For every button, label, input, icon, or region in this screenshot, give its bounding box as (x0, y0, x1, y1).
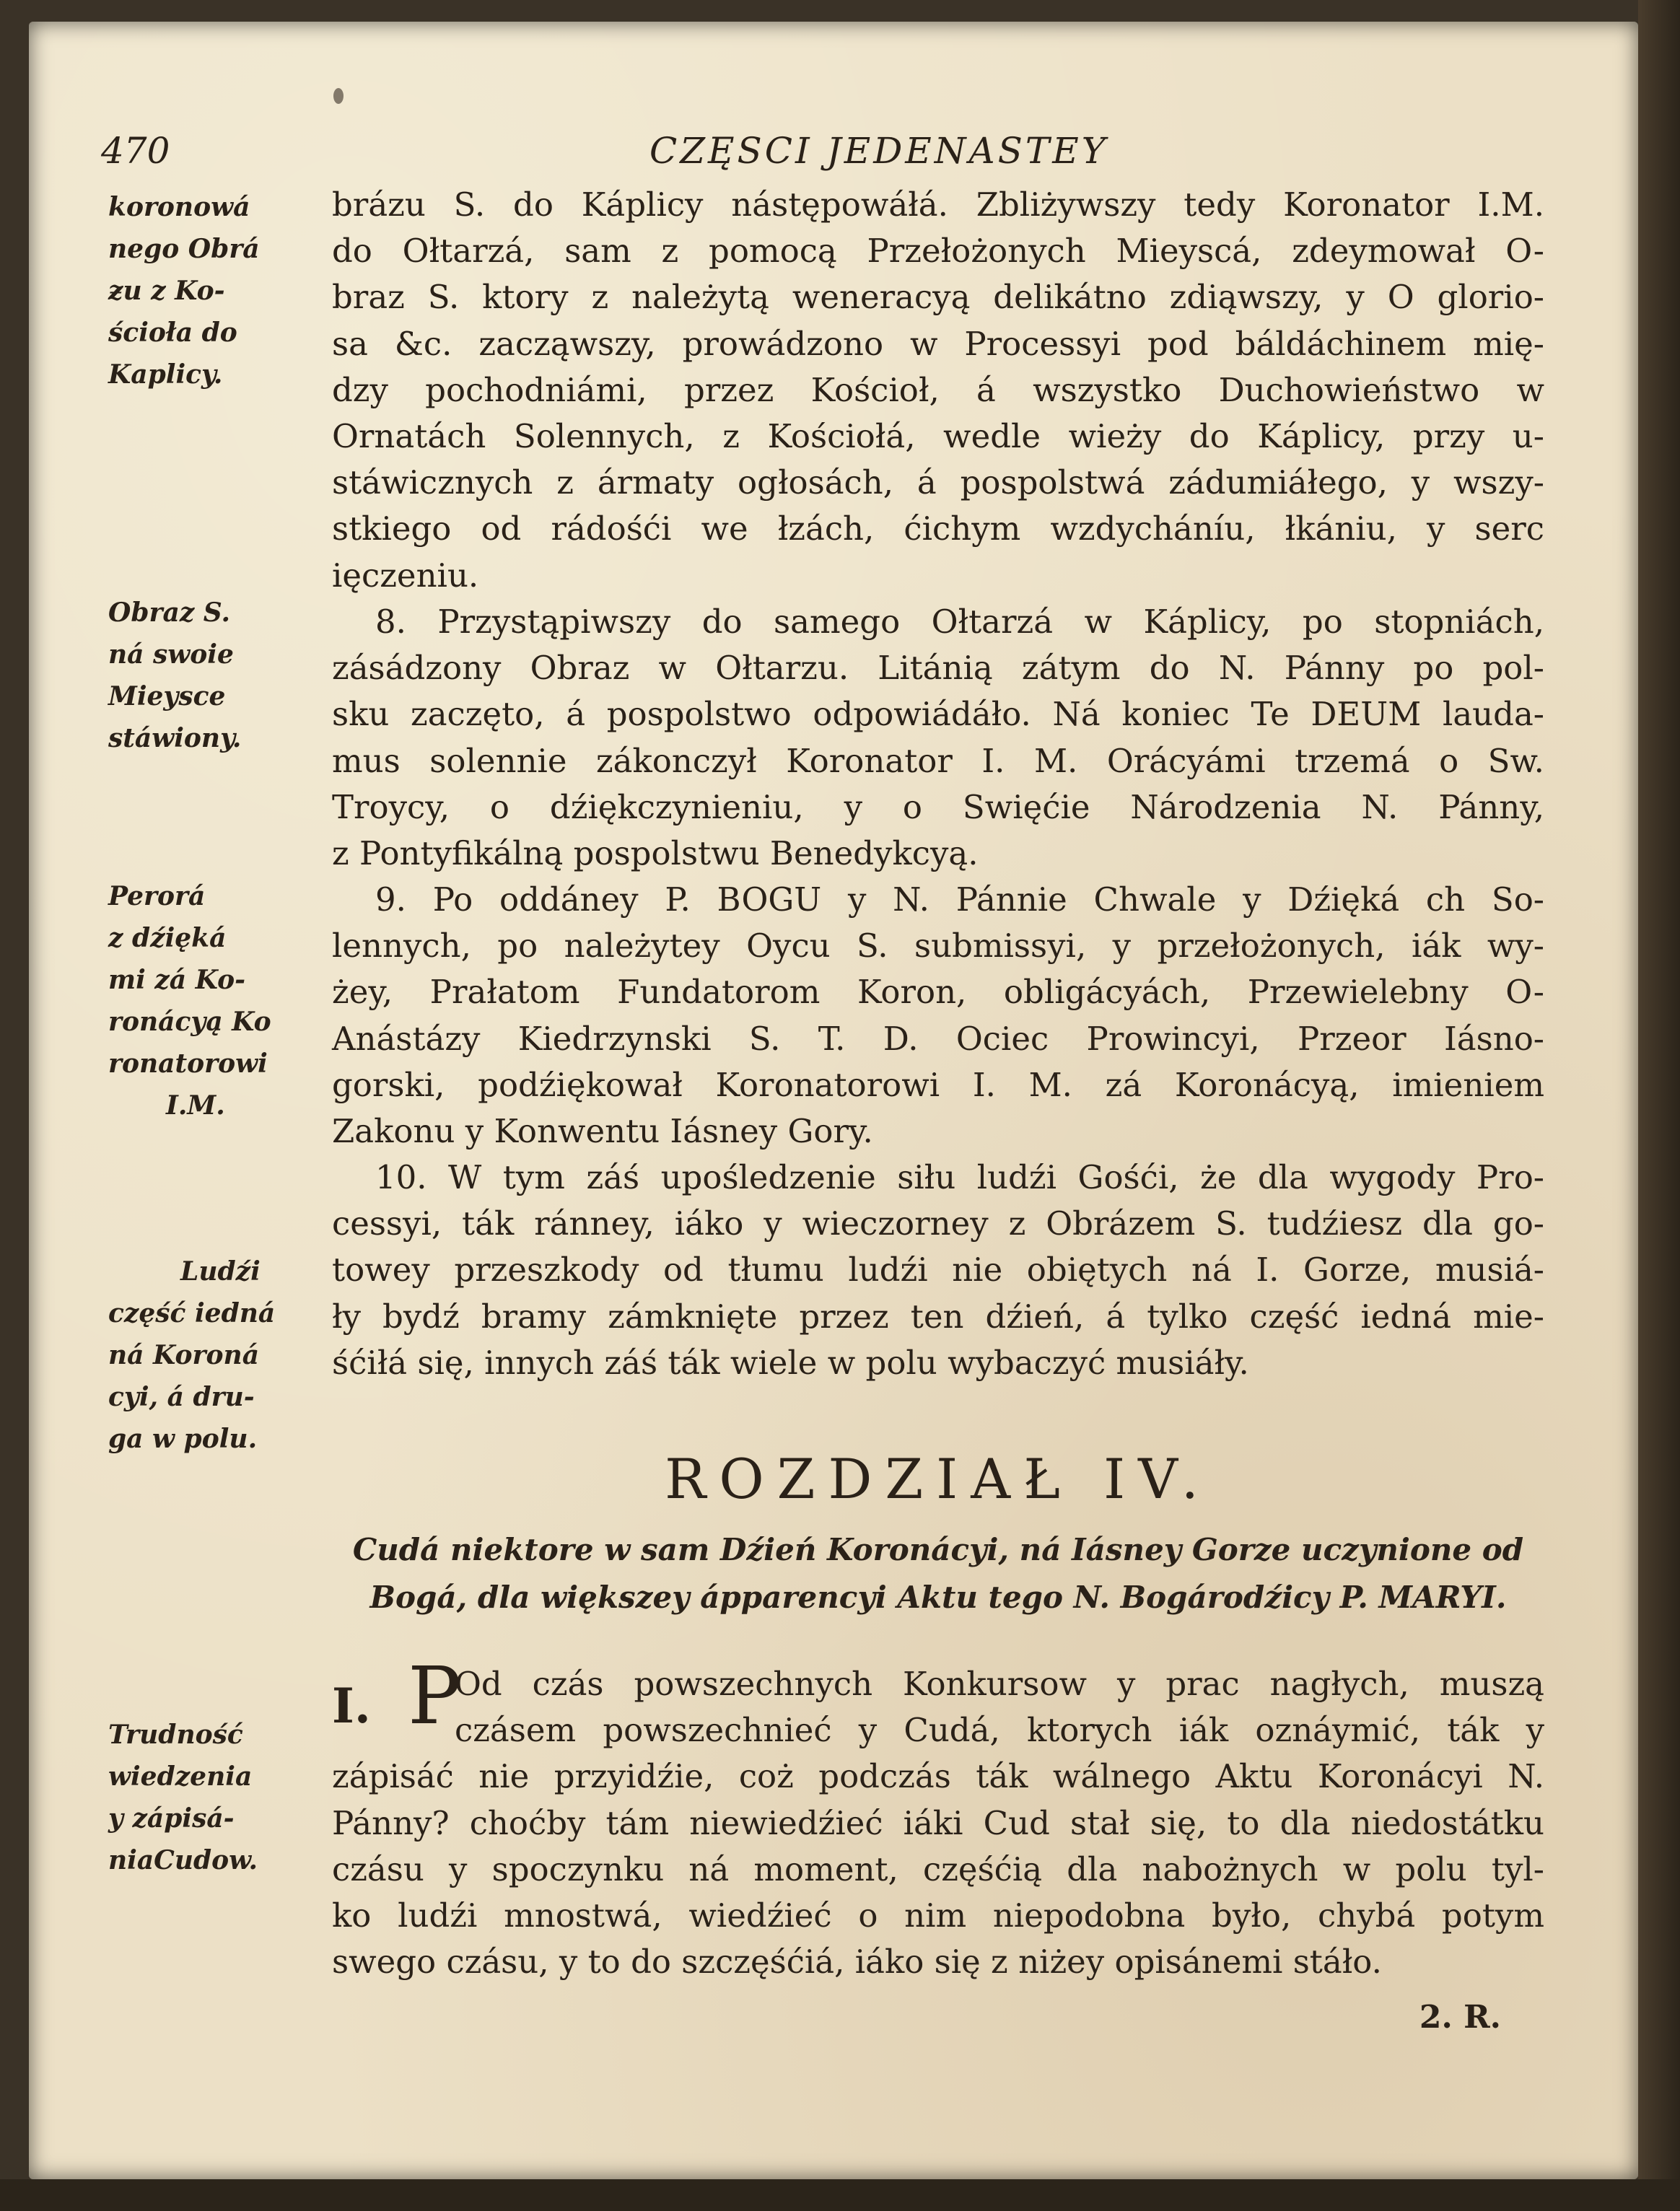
text-line: swego czásu, y to do szczęśćiá, iáko się z niżey opisánemi stáło. (332, 1943, 1382, 1982)
page-header (29, 130, 1638, 180)
text-line: zápisáć nie przyidźie, coż podczás ták wálnego Aktu Koronácyi N. (332, 1757, 1544, 1796)
book-page (29, 22, 1638, 2179)
text-line: Anástázy Kiedrzynski S. T. D. Ociec Prowincyi, Przeor Iásno- (332, 1019, 1544, 1058)
marginal-line: koronowá (108, 192, 250, 222)
text-line: Zakonu y Konwentu Iásney Gory. (332, 1112, 873, 1151)
chapter-title: ROZDZIAŁ IV. (665, 1447, 1212, 1511)
text-line: ięczeniu. (332, 556, 479, 595)
marginal-line: y zápisá- (108, 1803, 235, 1834)
text-line: Od czás powszechnych Konkursow y prac nagłych, muszą (455, 1665, 1544, 1703)
chapter-subtitle-line: Cudá niektore w sam Dźień Koronácyi, ná Iásney Gorze uczynione od (352, 1532, 1524, 1567)
marginal-line: stáwiony. (108, 723, 242, 753)
section-1-text (332, 1661, 1544, 1985)
text-line: stáwicznych z ármaty ogłosách, á pospolstwá zádumiáłego, y wszy- (332, 463, 1544, 502)
text-line: żey, Prałatom Fundatorom Koron, obligácyách, Przewielebny O- (332, 973, 1544, 1012)
text-line: braz S. ktory z należytą weneracyą delikátno zdiąwszy, y O glorio- (332, 278, 1544, 317)
text-line: Pánny? choćby tám niewiedźieć iáki Cud stał się, to dla niedostátku (332, 1803, 1544, 1842)
marginal-line: Kaplicy. (108, 359, 223, 390)
page-number: 470 (101, 130, 170, 172)
text-line: sa &c. zacząwszy, prowádzono w Processyi pod báldáchinem mię- (332, 324, 1544, 363)
marginal-line: niaCudow. (108, 1845, 258, 1875)
text-line: 10. W tym záś upośledzenie siłu ludźi Gośći, że dla wygody Pro- (375, 1158, 1544, 1196)
marginal-note-4 (108, 1251, 339, 1460)
text-line: 8. Przystąpiwszy do samego Ołtarzá w Káplicy, po stopniách, (375, 603, 1544, 641)
marginal-note-5 (108, 1714, 339, 1881)
marginal-line: mi zá Ko- (108, 965, 246, 995)
text-line: czásem powszechnieć y Cudá, ktorych iák oznáymić, ták y (455, 1711, 1544, 1750)
section-number: I. (332, 1678, 371, 1734)
text-line: zásádzony Obraz w Ołtarzu. Litánią zátym do N. Pánny po pol- (332, 649, 1544, 688)
marginal-line: ná swoie (108, 639, 234, 670)
text-line: czásu y spoczynku ná moment, częśćią dla nabożnych w polu tyl- (332, 1849, 1544, 1888)
body-paragraph-8 (332, 599, 1544, 877)
marginal-line: ga w polu. (108, 1424, 258, 1454)
text-line: do Ołtarzá, sam z pomocą Przełożonych Mieyscá, zdeymował O- (332, 232, 1544, 271)
chapter-subtitle-line: Bogá, dla większey ápparencyi Aktu tego N. Bogárodźicy P. MARYI. (369, 1580, 1507, 1615)
ink-blot (333, 88, 344, 104)
marginal-line: z dźięká (108, 923, 227, 953)
catchword: 2. R. (1419, 1999, 1501, 2036)
marginal-line: Trudność (108, 1720, 243, 1750)
drop-cap: P (408, 1650, 462, 1742)
text-line: brázu S. do Káplicy nástępowáłá. Zbliżywszy tedy Koronator I.M. (332, 185, 1544, 224)
marginal-line: I.M. (166, 1090, 225, 1121)
chapter-subtitle (332, 1526, 1544, 1621)
body-paragraph-10 (332, 1155, 1544, 1386)
text-line: gorski, podźiękował Koronatorowi I. M. zá Koronácyą, imieniem (332, 1065, 1544, 1104)
marginal-line: ronácyą Ko (108, 1007, 271, 1037)
text-line: sku zaczęto, á pospolstwo odpowiádáło. Ná koniec Te DEUM lauda- (332, 695, 1544, 734)
page-edge-bottom (0, 2179, 1680, 2211)
body-paragraph-9 (332, 877, 1544, 1155)
text-line: cessyi, ták ránney, iáko y wieczorney z Obrázem S. tudźiesz dla go- (332, 1204, 1544, 1243)
body-paragraph-7 (332, 182, 1544, 599)
marginal-line: Ludźi (180, 1256, 261, 1287)
text-line: śćiłá się, innych záś ták wiele w polu wybaczyć musiáły. (332, 1343, 1249, 1382)
marginal-line: Mieysce (108, 681, 226, 712)
marginal-line: nego Obrá (108, 234, 260, 264)
running-head: CZĘSCI JEDENASTEY (649, 130, 1108, 172)
marginal-line: ná Koroná (108, 1340, 260, 1370)
marginal-note-3 (108, 875, 339, 1126)
marginal-note-2 (108, 592, 339, 759)
text-line: Ornatách Solennych, z Kościołá, wedle wieży do Káplicy, przy u- (332, 417, 1544, 456)
marginal-note-1 (108, 186, 339, 395)
text-line: ko ludźi mnostwá, wiedźieć o nim niepodobna było, chybá potym (332, 1896, 1544, 1935)
page-edge-right (1638, 0, 1680, 2211)
marginal-line: część iedná (108, 1298, 276, 1328)
text-line: mus solennie zákonczył Koronator I. M. Orácyámi trzemá o Sw. (332, 741, 1544, 780)
text-line: towey przeszkody od tłumu ludźi nie obiętych ná I. Gorze, musiá- (332, 1251, 1544, 1290)
marginal-line: wiedzenia (108, 1761, 253, 1792)
text-line: ły bydź bramy zámknięte przez ten dźień, á tylko część iedná mie- (332, 1297, 1544, 1336)
marginal-line: Perorá (108, 881, 206, 911)
text-line: Troycy, o dźiękczynieniu, y o Swięćie Národzenia N. Pánny, (332, 787, 1544, 826)
marginal-line: ronatorowi (108, 1048, 268, 1079)
marginal-line: Obraz S. (108, 597, 231, 628)
text-line: 9. Po oddáney P. BOGU y N. Pánnie Chwale y Dźięká ch So- (375, 880, 1544, 919)
text-line: dzy pochodniámi, przez Kościoł, á wszystko Duchowieństwo w (332, 370, 1544, 409)
marginal-line: cyi, á dru- (108, 1382, 255, 1412)
marginal-line: ƶu z Ko- (108, 276, 225, 306)
text-line: stkiego od rádośći we łzách, ćichym wzdycháníu, łkániu, y serc (332, 509, 1544, 548)
marginal-line: ścioła do (108, 318, 237, 348)
text-line: z Pontyfikálną pospolstwu Benedykcyą. (332, 834, 979, 873)
text-line: lennych, po należytey Oycu S. submissyi, y przełożonych, iák wy- (332, 927, 1544, 966)
